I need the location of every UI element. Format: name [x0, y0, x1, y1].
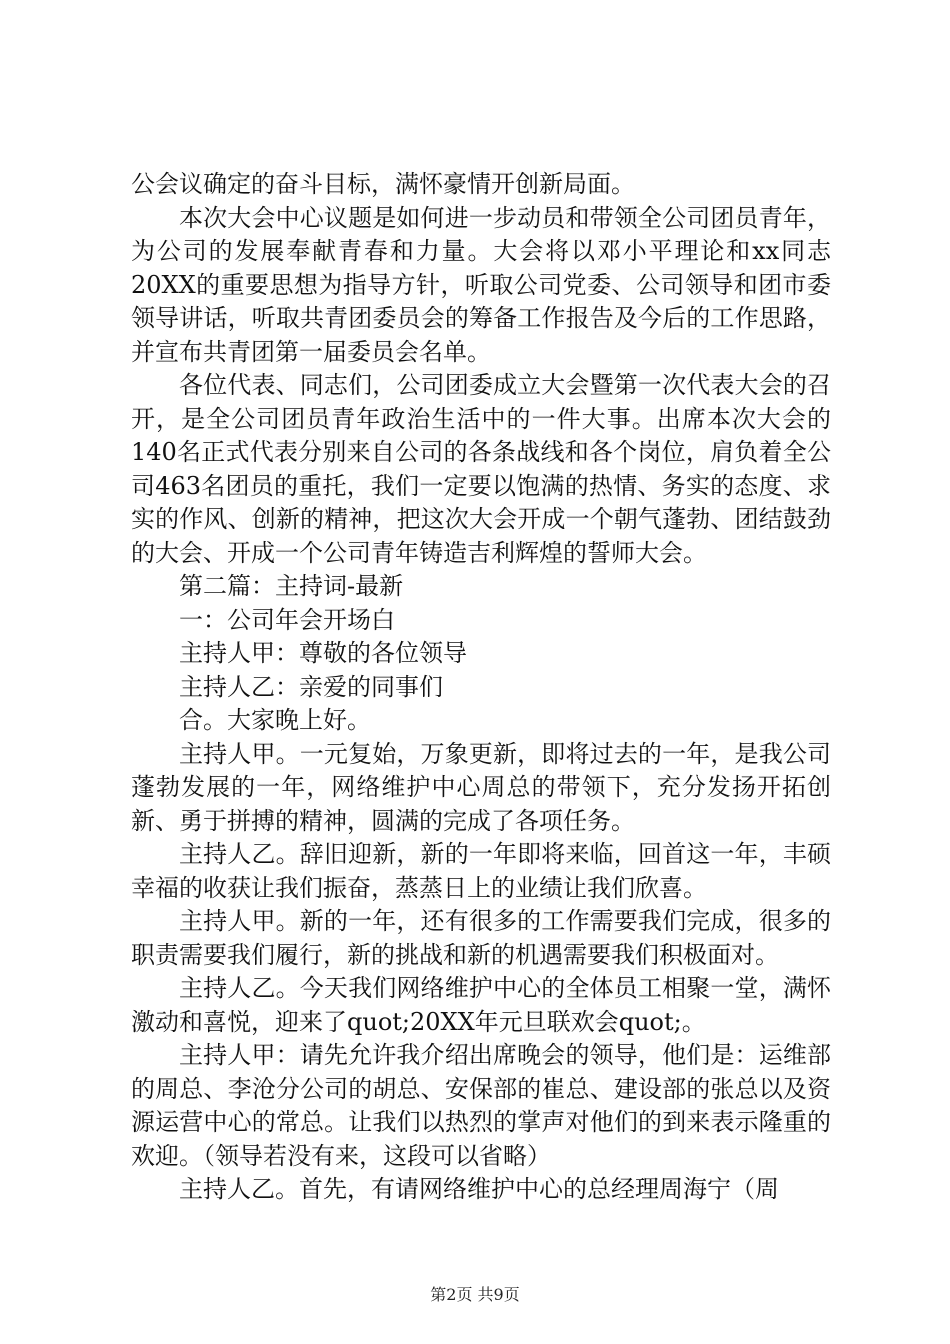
paragraph: 主持人甲。一元复始，万象更新，即将过去的一年，是我公司蓬勃发展的一年，网络维护中心周总的带领下，充分发扬开拓创新、勇于拼搏的精神，圆满的完成了各项任务。	[131, 739, 831, 835]
page-footer: 第2页 共9页	[430, 1285, 520, 1304]
paragraph: 主持人甲：尊敬的各位领导	[179, 639, 467, 667]
paragraph: 公会议确定的奋斗目标，满怀豪情开创新局面。	[131, 170, 635, 198]
paragraph: 主持人乙。今天我们网络维护中心的全体员工相聚一堂，满怀激动和喜悦，迎来了quot;20XX年元旦联欢会quot;。	[131, 974, 831, 1036]
paragraph: 各位代表、同志们，公司团委成立大会暨第一次代表大会的召开，是全公司团员青年政治生活中的一件大事。出席本次大会的140名正式代表分别来自公司的各条战线和各个岗位，肩负着全公司463名团员的重托，我们一定要以饱满的热情、务实的态度、求实的作风、创新的精神，把这次大会开成一个朝气蓬勃、团结鼓劲的大会、开成一个公司青年铸造吉利辉煌的誓师大会。	[131, 371, 831, 567]
paragraph: 主持人乙。辞旧迎新，新的一年即将来临，回首这一年，丰硕幸福的收获让我们振奋，蒸蒸日上的业绩让我们欣喜。	[131, 840, 831, 902]
paragraph: 主持人甲：请先允许我介绍出席晚会的领导，他们是：运维部的周总、李沧分公司的胡总、安保部的崔总、建设部的张总以及资源运营中心的常总。让我们以热烈的掌声对他们的到来表示隆重的欢迎。（领导若没有来，这段可以省略）	[131, 1041, 831, 1170]
paragraph: 第二篇：主持词-最新	[179, 572, 404, 600]
paragraph: 主持人乙：亲爱的同事们	[179, 672, 443, 701]
document-body	[131, 168, 831, 1207]
paragraph: 主持人乙。首先，有请网络维护中心的总经理周海宁（周	[179, 1175, 779, 1203]
paragraph: 主持人甲。新的一年，还有很多的工作需要我们完成，很多的职责需要我们履行，新的挑战和新的机遇需要我们积极面对。	[131, 907, 831, 969]
paragraph: 一：公司年会开场白	[179, 605, 395, 634]
paragraph: 本次大会中心议题是如何进一步动员和带领全公司团员青年，为公司的发展奉献青春和力量。大会将以邓小平理论和xx同志20XX的重要思想为指导方针，听取公司党委、公司领导和团市委领导讲话，听取共青团委员会的筹备工作报告及今后的工作思路，并宣布共青团第一届委员会名单。	[131, 203, 831, 366]
paragraph: 合。大家晚上好。	[179, 706, 371, 734]
